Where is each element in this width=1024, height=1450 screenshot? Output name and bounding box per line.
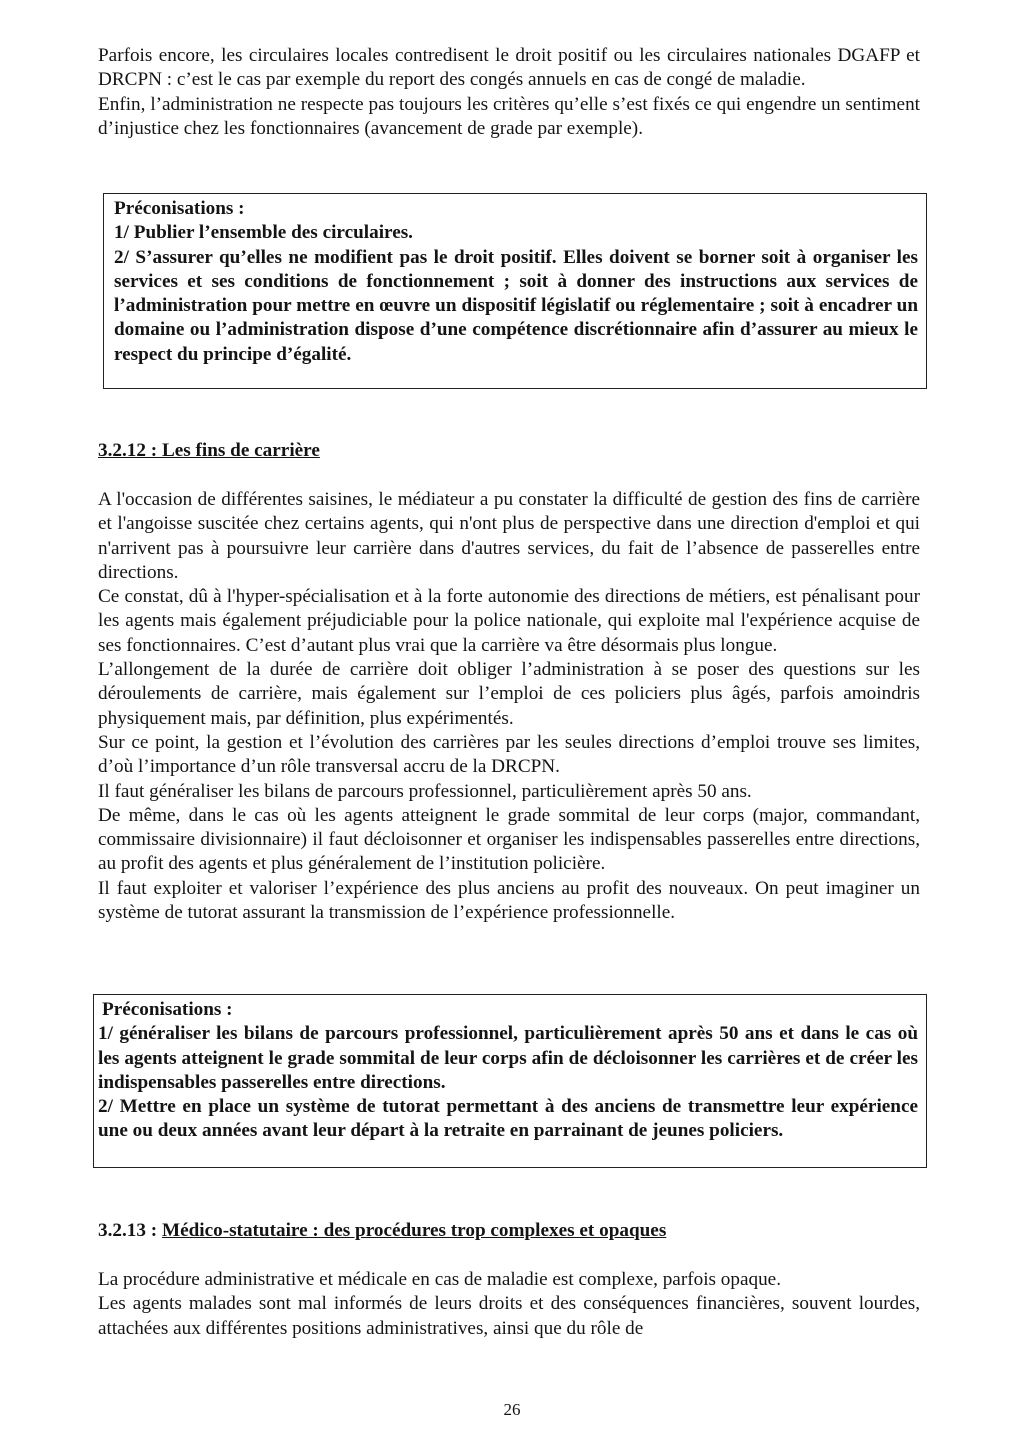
section-heading-medico-statutaire [98, 1219, 920, 1243]
section-body-fins-de-carriere [98, 488, 920, 925]
section-title: 3.2.12 : Les fins de carrière [98, 440, 320, 461]
recommendation-item: 2/ Mettre en place un système de tutorat permettant à des anciens de transmettre leur expérience une ou deux années avant leur départ à la retraite en parrainant de jeunes policiers. [98, 1096, 918, 1142]
body-paragraph: A l'occasion de différentes saisines, le médiateur a pu constater la difficulté de gestion des fins de carrière et l'angoisse suscitée chez certains agents, qui n'ont plus de perspective dans une direction d'emploi et qui n'arrivent pas à poursuivre leur carrière dans d'autres services, du fait de l’absence de passerelles entre directions. [98, 489, 920, 583]
recommendations-box-circulaires [103, 193, 927, 389]
body-paragraph: Il faut exploiter et valoriser l’expérience des plus anciens au profit des nouveaux. On peut imaginer un système de tutorat assurant la transmission de l’expérience professionnelle. [98, 877, 920, 924]
section-body-medico-statutaire [98, 1268, 920, 1341]
intro-paragraph: Enfin, l’administration ne respecte pas toujours les critères qu’elle s’est fixés ce qui engendre un sentiment d’injustice chez les fonctionnaires (avancement de grade par exemple). [98, 93, 920, 139]
recommendation-item: 1/ Publier l’ensemble des circulaires. [114, 222, 413, 244]
body-paragraph: Ce constat, dû à l'hyper-spécialisation et à la forte autonomie des directions de métiers, est pénalisant pour les agents mais également préjudiciable pour la police nationale, qui exploite mal l'expérience acquise de ses fonctionnaires. C’est d’autant plus vrai que la carrière va être désormais plus longue. [98, 586, 920, 656]
recommendation-item: 2/ S’assurer qu’elles ne modifient pas le droit positif. Elles doivent se borner soit à organiser les services et ses conditions de fonctionnement ; soit à donner des instructions aux services de l’administration pour mettre en œuvre un dispositif législatif ou réglementaire ; soit à encadrer un domaine ou l’administration dispose d’une compétence discrétionnaire afin d’assurer au mieux le respect du principe d’égalité. [114, 246, 918, 365]
body-paragraph: Sur ce point, la gestion et l’évolution des carrières par les seules directions d’emploi trouve ses limites, d’où l’importance d’un rôle transversal accru de la DRCPN. [98, 731, 920, 778]
section-number: 3.2.13 : [98, 1220, 158, 1241]
body-paragraph: Les agents malades sont mal informés de leurs droits et des conséquences financières, souvent lourdes, attachées aux différentes positions administratives, ainsi que du rôle de [98, 1293, 920, 1339]
recommendation-item: 1/ généraliser les bilans de parcours professionnel, particulièrement après 50 ans et dans le cas où les agents atteignent le grade sommital de leur corps afin de décloisonner les carrières et de créer les indispensables passerelles entre directions. [98, 1023, 918, 1093]
recommendations-heading: Préconisations : [102, 999, 233, 1020]
intro-paragraph: Parfois encore, les circulaires locales contredisent le droit positif ou les circulaires nationales DGAFP et DRCPN : c’est le cas par exemple du report des congés annuels en cas de congé de maladie. [98, 45, 920, 91]
recommendations-box-fins-de-carriere [93, 994, 927, 1168]
section-title: Médico-statutaire : des procédures trop complexes et opaques [161, 1220, 667, 1241]
body-paragraph: La procédure administrative et médicale en cas de maladie est complexe, parfois opaque. [98, 1269, 781, 1290]
body-paragraph: L’allongement de la durée de carrière doit obliger l’administration à se poser des questions sur les déroulements de carrière, mais également sur l’emploi de ces policiers plus âgés, parfois amoindris physiquement mais, par définition, plus expérimentés. [98, 659, 920, 729]
recommendations-heading: Préconisations : [114, 198, 245, 219]
section-heading-fins-de-carriere [98, 439, 920, 463]
intro-block [98, 44, 920, 141]
body-paragraph: Il faut généraliser les bilans de parcours professionnel, particulièrement après 50 ans. [98, 780, 752, 802]
body-paragraph: De même, dans le cas où les agents atteignent le grade sommital de leur corps (major, commandant, commissaire divisionnaire) il faut décloisonner et organiser les indispensables passerelles entre directions, au profit des agents et plus généralement de l’institution policière. [98, 804, 920, 875]
page-number: 26 [503, 1400, 521, 1419]
